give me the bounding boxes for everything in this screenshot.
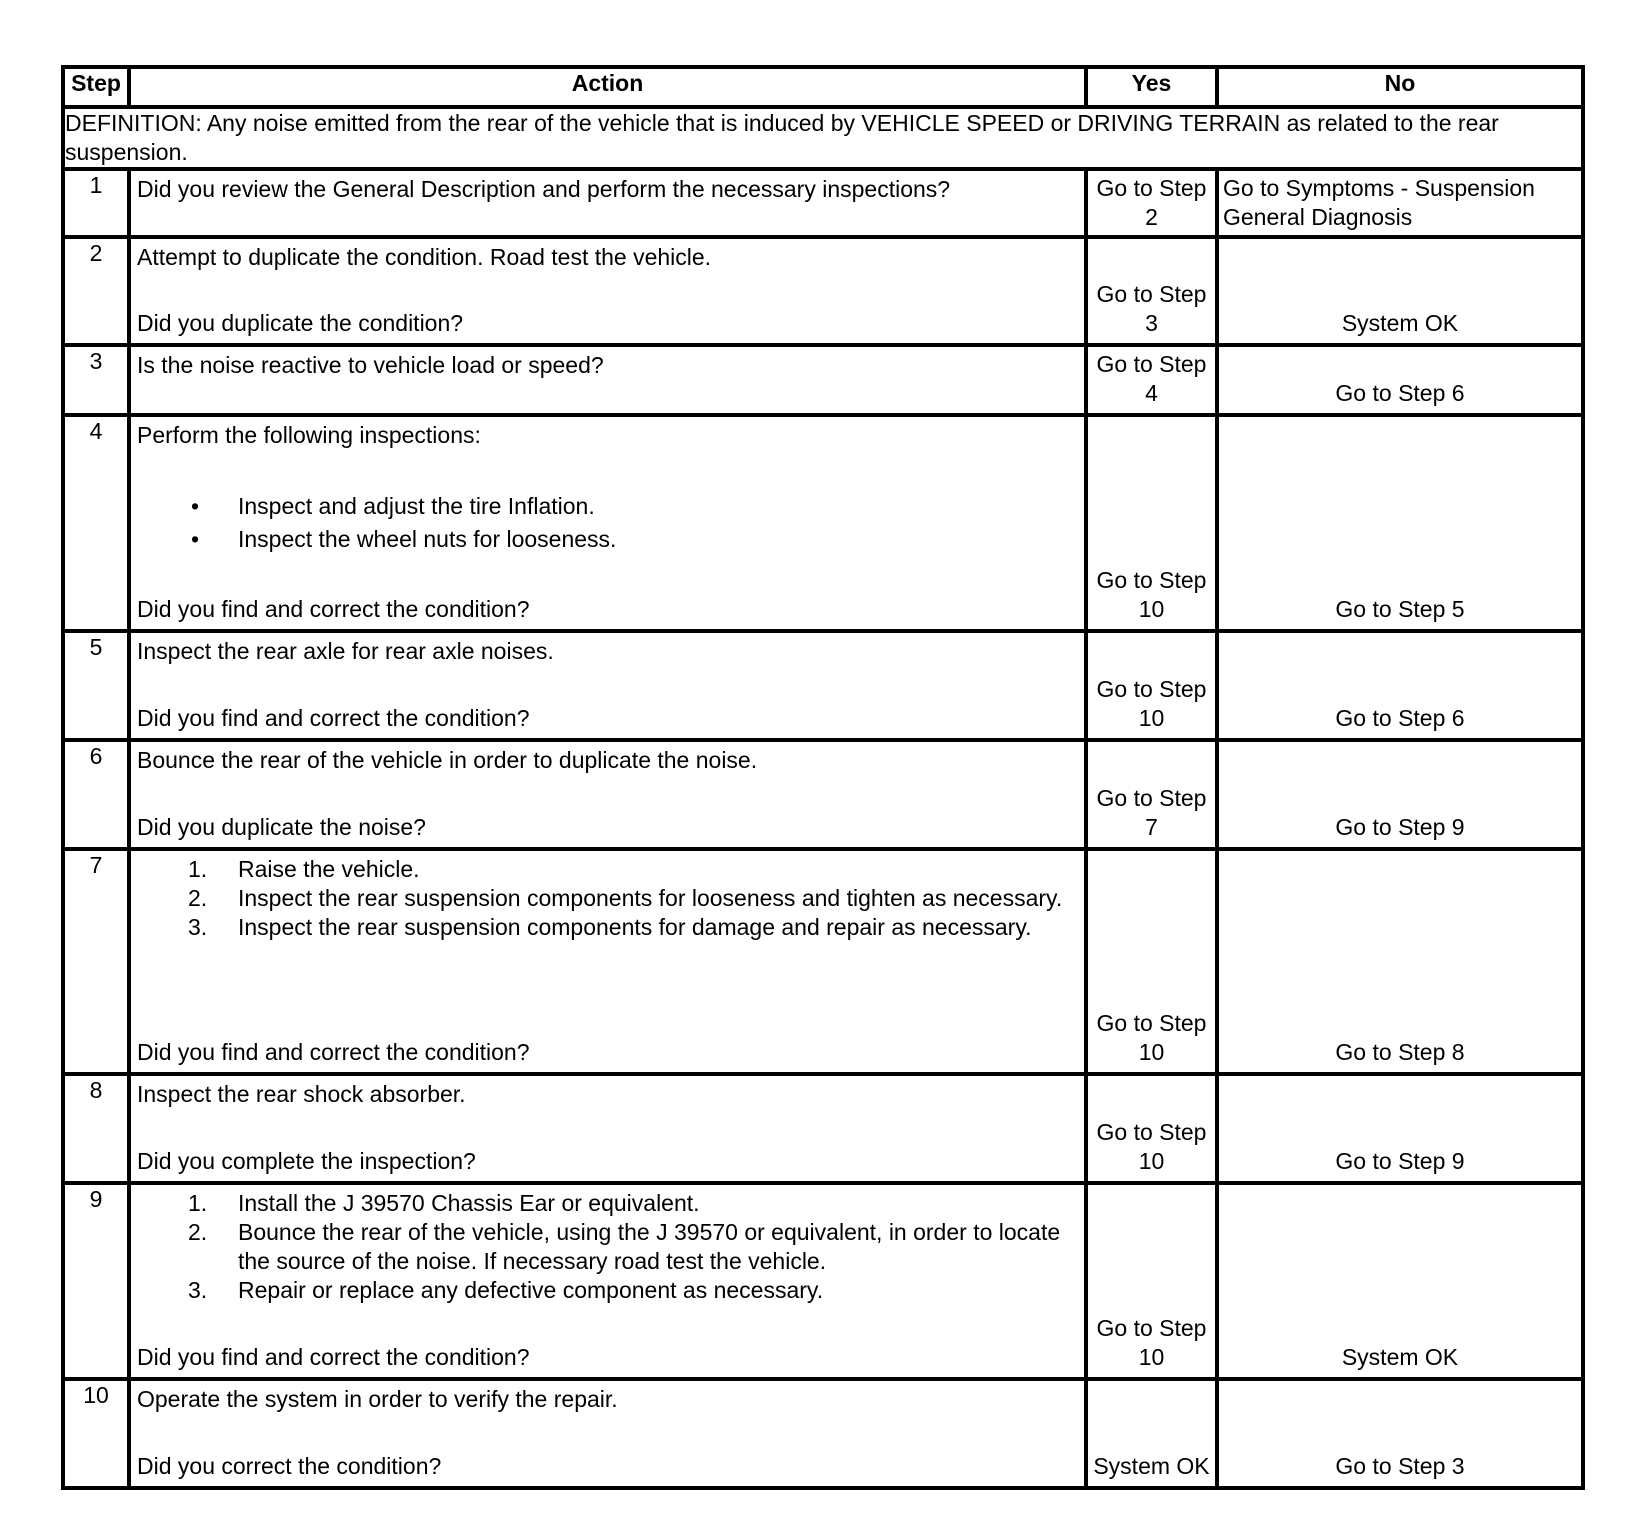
action-question: Did you find and correct the condition? xyxy=(137,1344,530,1370)
action-cell xyxy=(131,171,1084,232)
table-row xyxy=(63,1379,1583,1488)
yes-cell xyxy=(1088,742,1215,844)
yes-cell xyxy=(1088,347,1215,410)
yes-text: Go to Step 4 xyxy=(1096,351,1207,406)
list-item-text: Inspect the rear suspension components for looseness and tighten as necessary. xyxy=(238,885,1063,911)
step-number: 5 xyxy=(63,631,129,740)
action-cell xyxy=(131,851,1084,1069)
no-cell xyxy=(1219,633,1581,735)
no-cell xyxy=(1219,1076,1581,1178)
table-row xyxy=(63,1183,1583,1379)
yes-cell xyxy=(1088,1076,1215,1178)
list-item-text: Raise the vehicle. xyxy=(238,856,420,882)
no-cell xyxy=(1219,1185,1581,1374)
step-number: 4 xyxy=(63,415,129,631)
no-cell xyxy=(1219,347,1581,410)
yes-text: Go to Step 10 xyxy=(1096,1315,1207,1370)
no-text: Go to Symptoms - Suspension General Diagnosis xyxy=(1223,175,1535,230)
bullet-marker: • xyxy=(191,525,200,552)
table-row xyxy=(63,345,1583,415)
list-item-text: Install the J 39570 Chassis Ear or equivalent. xyxy=(238,1190,700,1216)
yes-cell xyxy=(1088,633,1215,735)
list-item xyxy=(137,523,1078,556)
list-item-text: Inspect the wheel nuts for looseness. xyxy=(238,525,617,552)
step-number: 10 xyxy=(63,1379,129,1488)
header-no: No xyxy=(1217,67,1583,107)
yes-text: Go to Step 10 xyxy=(1096,676,1207,731)
list-item xyxy=(137,913,1078,942)
action-question: Did you find and correct the condition? xyxy=(137,596,530,622)
action-text: Is the noise reactive to vehicle load or speed? xyxy=(137,352,604,378)
step-number: 8 xyxy=(63,1074,129,1183)
action-cell xyxy=(131,633,1084,735)
action-question: Did you find and correct the condition? xyxy=(137,705,530,731)
bullet-list xyxy=(137,490,1078,556)
action-cell xyxy=(131,347,1084,410)
action-text: Did you review the General Description and perform the necessary inspections? xyxy=(137,176,951,202)
yes-text: Go to Step 7 xyxy=(1096,785,1207,840)
no-text: System OK xyxy=(1341,1344,1459,1370)
list-item-text: Inspect the rear suspension components for damage and repair as necessary. xyxy=(238,914,1032,940)
header-step: Step xyxy=(63,67,129,107)
header-yes: Yes xyxy=(1086,67,1217,107)
bullet-marker: • xyxy=(191,492,200,519)
action-cell xyxy=(131,742,1084,844)
list-item xyxy=(137,1276,1078,1305)
no-text: Go to Step 6 xyxy=(1335,380,1465,406)
list-item xyxy=(137,1189,1078,1218)
action-text: Perform the following inspections: xyxy=(137,422,481,448)
action-cell xyxy=(131,239,1084,340)
table-row xyxy=(63,1074,1583,1183)
list-number: 2. xyxy=(188,885,208,911)
yes-text: Go to Step 10 xyxy=(1096,567,1207,622)
list-item xyxy=(137,490,1078,523)
table-row xyxy=(63,169,1583,237)
table-row xyxy=(63,237,1583,345)
yes-text: Go to Step 3 xyxy=(1096,281,1207,336)
yes-cell xyxy=(1088,171,1215,232)
yes-text: Go to Step 10 xyxy=(1096,1010,1207,1065)
list-item-text: Bounce the rear of the vehicle, using the J 39570 or equivalent, in order to locate the source of the noise. If necessary road test the vehicle. xyxy=(238,1219,1061,1274)
action-question: Did you duplicate the condition? xyxy=(137,310,464,336)
no-cell xyxy=(1219,417,1581,626)
diagnostic-table xyxy=(61,65,1585,1490)
list-item-text: Repair or replace any defective component as necessary. xyxy=(238,1277,824,1303)
numbered-list xyxy=(137,1189,1078,1305)
yes-text: Go to Step 2 xyxy=(1096,175,1207,230)
table-row xyxy=(63,740,1583,849)
list-number: 3. xyxy=(188,1277,208,1303)
action-cell xyxy=(131,417,1084,626)
list-number: 1. xyxy=(188,1190,208,1216)
no-text: Go to Step 9 xyxy=(1335,1148,1465,1174)
yes-cell xyxy=(1088,1381,1215,1483)
numbered-list xyxy=(137,855,1078,942)
no-cell xyxy=(1219,171,1581,232)
yes-text: Go to Step 10 xyxy=(1096,1119,1207,1174)
yes-cell xyxy=(1088,1185,1215,1374)
action-text: Operate the system in order to verify the repair. xyxy=(137,1386,618,1412)
list-number: 3. xyxy=(188,914,208,940)
list-item xyxy=(137,1218,1078,1276)
table-row xyxy=(63,415,1583,631)
table-row xyxy=(63,849,1583,1074)
action-text: Inspect the rear axle for rear axle noises. xyxy=(137,638,554,664)
no-text: Go to Step 6 xyxy=(1335,705,1465,731)
no-cell xyxy=(1219,742,1581,844)
step-number: 7 xyxy=(63,849,129,1074)
action-question: Did you find and correct the condition? xyxy=(137,1039,530,1065)
no-cell xyxy=(1219,851,1581,1069)
action-cell xyxy=(131,1381,1084,1483)
action-cell xyxy=(131,1076,1084,1178)
list-item xyxy=(137,884,1078,913)
yes-cell xyxy=(1088,851,1215,1069)
yes-text: System OK xyxy=(1093,1453,1210,1479)
step-number: 2 xyxy=(63,237,129,345)
definition-row xyxy=(63,107,1583,169)
action-question: Did you correct the condition? xyxy=(137,1453,442,1479)
no-cell xyxy=(1219,239,1581,340)
list-item xyxy=(137,855,1078,884)
action-text: Bounce the rear of the vehicle in order to duplicate the noise. xyxy=(137,747,758,773)
step-number: 1 xyxy=(63,169,129,237)
no-text: Go to Step 3 xyxy=(1335,1453,1465,1479)
definition-text: DEFINITION: Any noise emitted from the rear of the vehicle that is induced by VEHICLE SPEED or DRIVING TERRAIN as related to the rear suspension. xyxy=(63,107,1583,169)
list-number: 1. xyxy=(188,856,208,882)
step-number: 3 xyxy=(63,345,129,415)
yes-cell xyxy=(1088,417,1215,626)
action-question: Did you duplicate the noise? xyxy=(137,814,426,840)
action-question: Did you complete the inspection? xyxy=(137,1148,476,1174)
list-item-text: Inspect and adjust the tire Inflation. xyxy=(238,492,595,519)
action-text: Attempt to duplicate the condition. Road test the vehicle. xyxy=(137,244,712,270)
yes-cell xyxy=(1088,239,1215,340)
action-cell xyxy=(131,1185,1084,1374)
no-text: Go to Step 8 xyxy=(1335,1039,1465,1065)
list-number: 2. xyxy=(188,1219,208,1245)
no-text: System OK xyxy=(1341,310,1459,336)
header-row xyxy=(63,67,1583,107)
table-row xyxy=(63,631,1583,740)
no-text: Go to Step 9 xyxy=(1335,814,1465,840)
step-number: 9 xyxy=(63,1183,129,1379)
no-text: Go to Step 5 xyxy=(1335,596,1465,622)
action-text: Inspect the rear shock absorber. xyxy=(137,1081,466,1107)
header-action: Action xyxy=(129,67,1086,107)
step-number: 6 xyxy=(63,740,129,849)
no-cell xyxy=(1219,1381,1581,1483)
